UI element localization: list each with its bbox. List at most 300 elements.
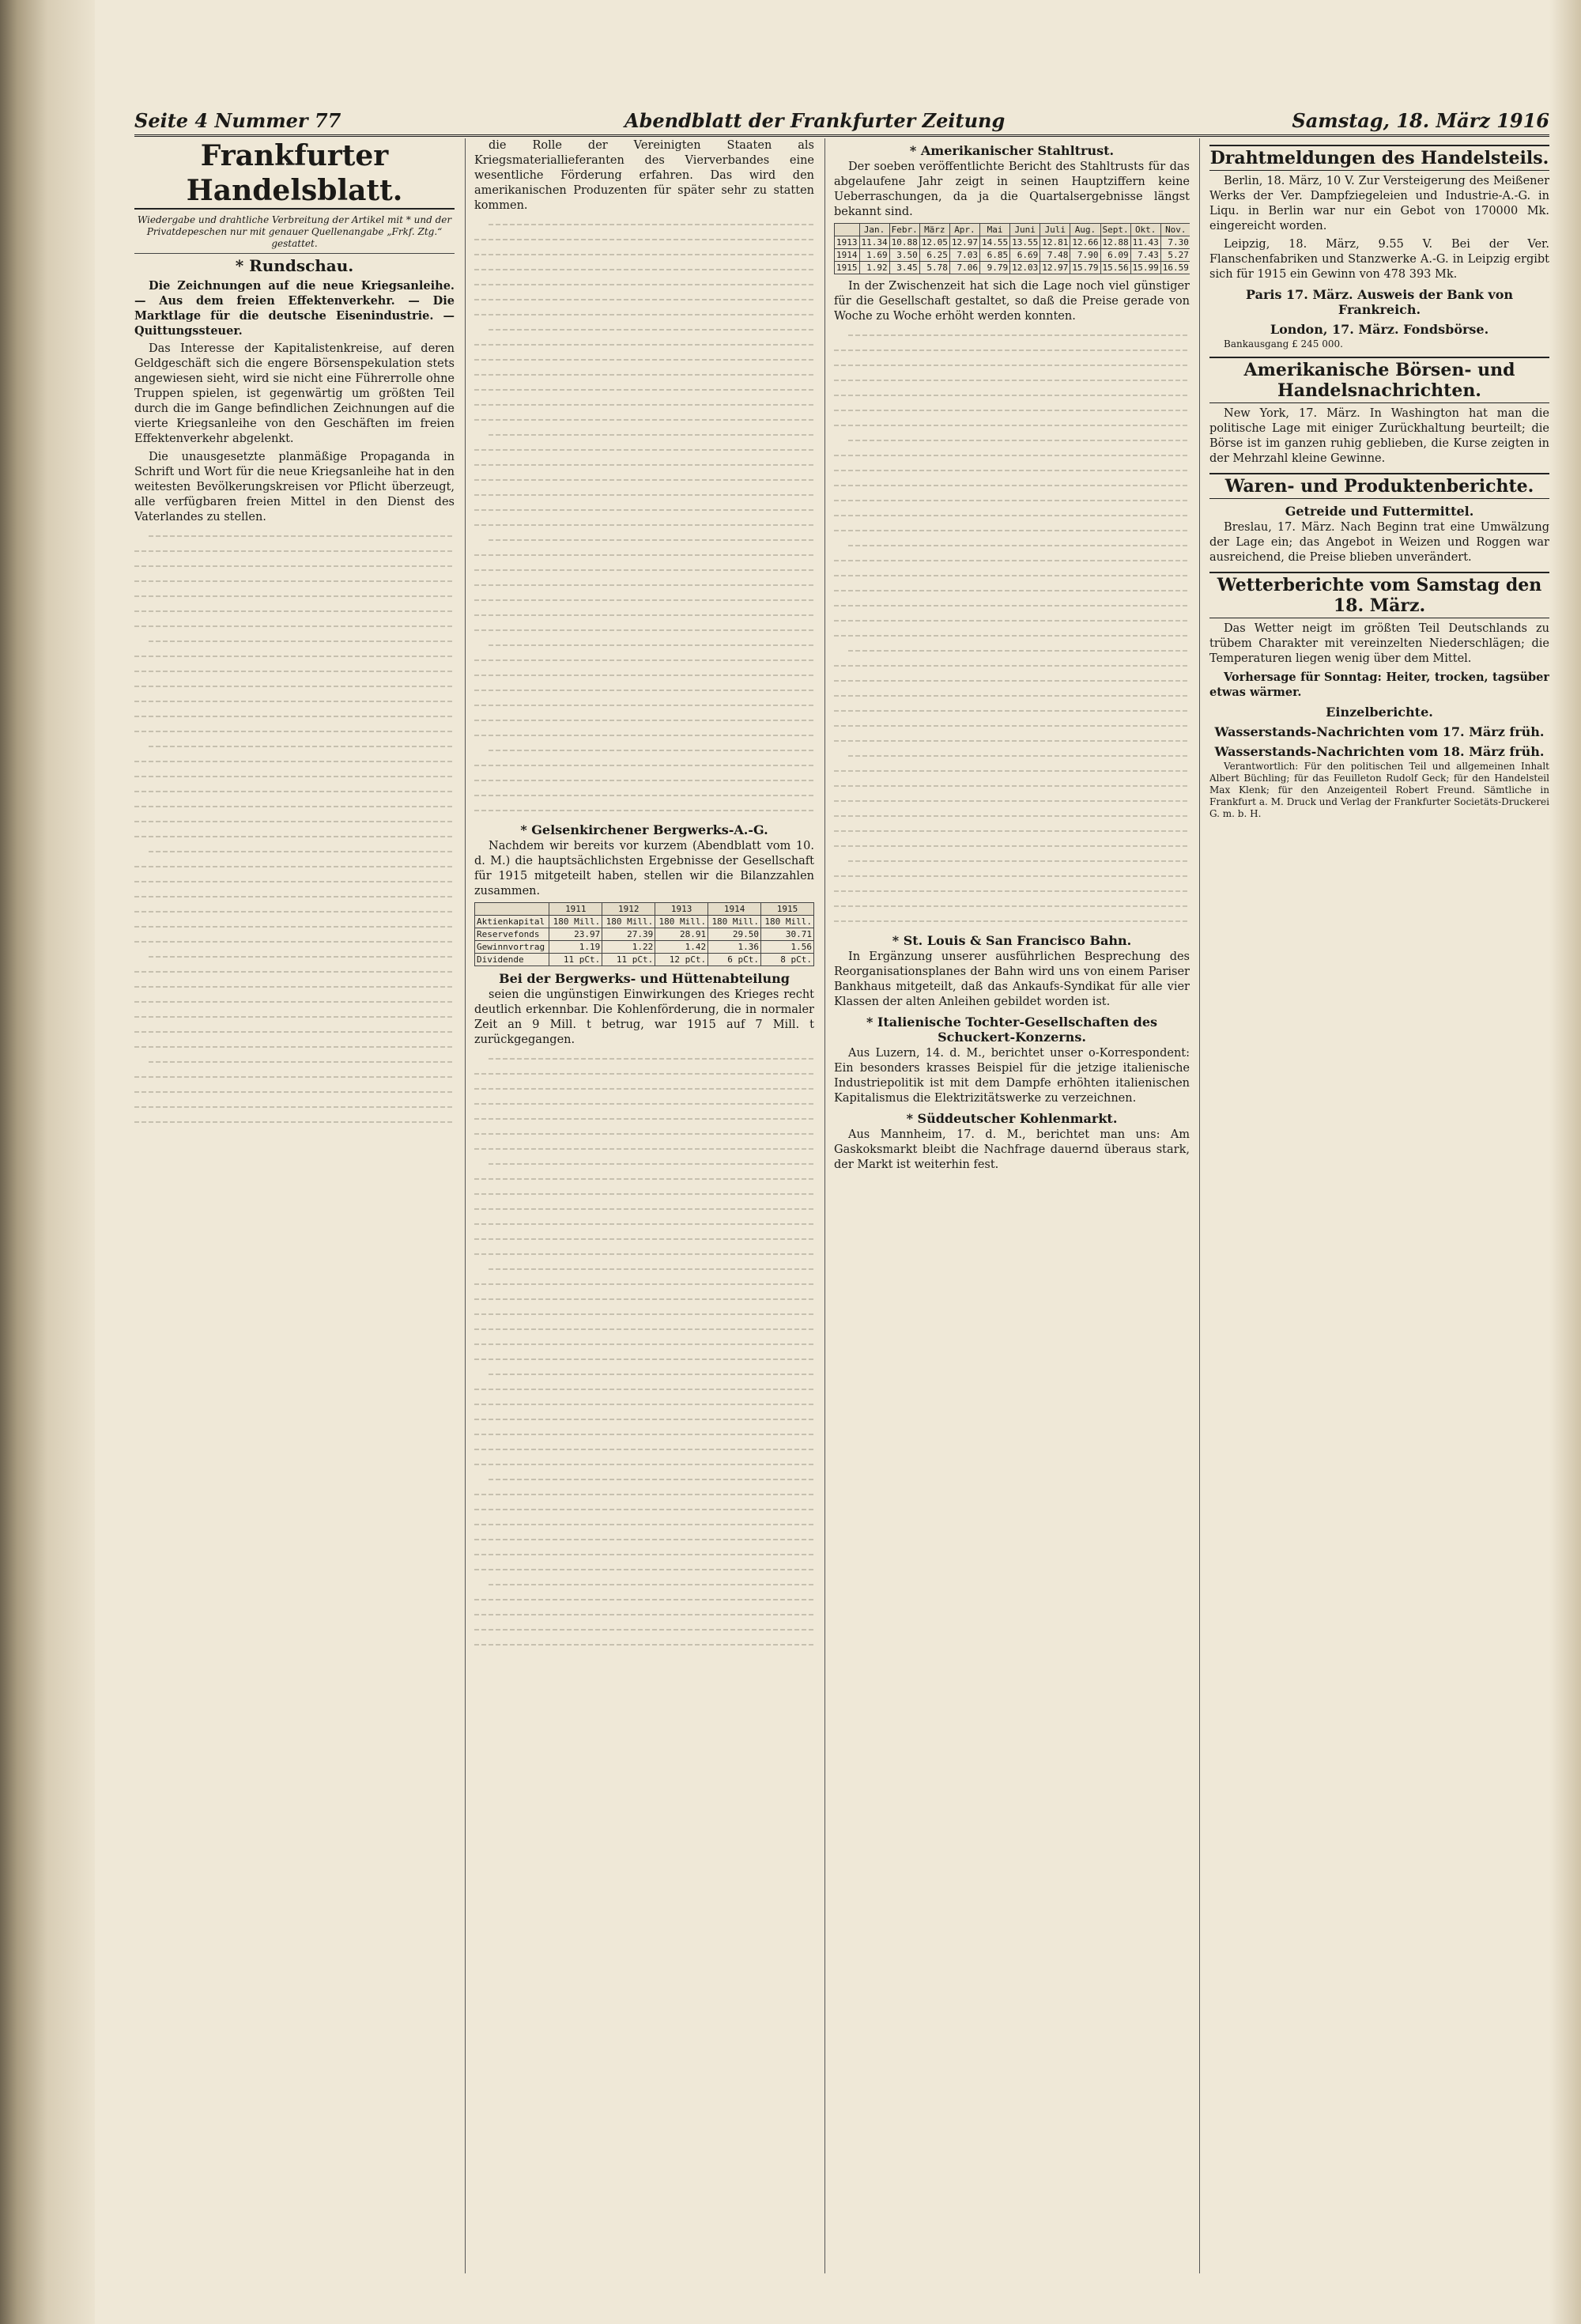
- text-line-texture: [834, 658, 1190, 673]
- text-line-texture: [134, 663, 455, 678]
- article-continuation: [134, 528, 455, 1129]
- text-line-texture: [474, 337, 814, 352]
- table-header-cell: Okt.: [1130, 224, 1160, 236]
- table-cell: 6.25: [919, 249, 949, 262]
- table-cell: 10.88: [889, 236, 919, 249]
- article-paragraph: Nachdem wir bereits vor kurzem (Abendblatt vom 10. d. M.) die hauptsächlichsten Ergebnisse der Gesellschaft für 1915 mitgeteilt haben, stellen wir die Bilanzzahlen zusammen.: [474, 840, 814, 897]
- text-line-texture: [134, 558, 455, 573]
- article-paragraph: die Rolle der Vereinigten Staaten als Kriegsmateriallieferanten des Vierverbandes eine wesentliche Förderung erfahren. Das wird den amerikanischen Produzenten für später sehr zu statten kommen.: [474, 139, 814, 212]
- table-cell: 12.97: [949, 236, 979, 249]
- text-line-texture: [149, 528, 455, 543]
- table-header-cell: Sept.: [1100, 224, 1130, 236]
- text-line-texture: [834, 718, 1190, 733]
- text-line-texture: [474, 232, 814, 247]
- table-cell: 13.55: [1010, 236, 1040, 249]
- text-line-texture: [848, 643, 1190, 658]
- table-cell: 15.56: [1100, 262, 1130, 274]
- text-line-texture: [834, 733, 1190, 748]
- table-cell: 7.48: [1040, 249, 1070, 262]
- article-paragraph: In Ergänzung unserer ausführlichen Besprechung des Reorganisationsplanes der Bahn wird uns von einem Pariser Bankhaus mitgeteilt, daß das Ankaufs-Syndikat für alle vier Klassen der alten Anleihen gebildet worden ist.: [834, 950, 1190, 1008]
- text-line-texture: [474, 682, 814, 697]
- text-line-texture: [834, 898, 1190, 913]
- table-cell: 5.27: [1160, 249, 1190, 262]
- text-line-texture: [848, 538, 1190, 553]
- text-line-texture: [474, 622, 814, 637]
- text-line-texture: [848, 327, 1190, 342]
- table-row: [835, 236, 1190, 249]
- text-line-texture: [834, 372, 1190, 387]
- table-header-cell: 1914: [708, 903, 761, 916]
- table-header-cell: Aug.: [1070, 224, 1100, 236]
- table-cell: 3.45: [889, 262, 919, 274]
- text-line-texture: [474, 412, 814, 427]
- wasserstand-heading-1: Wasserstands-Nachrichten vom 17. März früh.: [1214, 724, 1545, 739]
- article-paragraph: Das Wetter neigt im größten Teil Deutschlands zu trübem Charakter mit vereinzelten Niederschlägen; die Temperaturen liegen wenig über dem Mittel.: [1209, 622, 1549, 665]
- drahtmeldungen-heading: Drahtmeldungen des Handelsteils.: [1209, 145, 1549, 171]
- article-paragraph: Der soeben veröffentlichte Bericht des Stahltrusts für das abgelaufene Jahr zeigt in seinen Hauptziffern keine Ueberraschungen, da ja die Quartalsergebnisse längst bekannt sind.: [834, 161, 1190, 218]
- text-line-texture: [834, 673, 1190, 688]
- table-cell: 180 Mill.: [602, 916, 655, 928]
- text-line-texture: [834, 463, 1190, 478]
- text-line-texture: [474, 1427, 814, 1442]
- text-line-texture: [474, 1457, 814, 1472]
- text-line-texture: [474, 1502, 814, 1517]
- table-cell: 6.09: [1100, 249, 1130, 262]
- table-row-label: Reservefonds: [475, 928, 549, 941]
- text-line-texture: [834, 778, 1190, 793]
- text-line-texture: [134, 618, 455, 633]
- text-line-texture: [134, 889, 455, 904]
- text-line-texture: [474, 1111, 814, 1126]
- stahltrust-earnings-table: [834, 223, 1190, 274]
- text-line-texture: [834, 763, 1190, 778]
- table-cell: 180 Mill.: [761, 916, 814, 928]
- text-line-texture: [474, 472, 814, 487]
- text-line-texture: [489, 217, 814, 232]
- london-heading: London, 17. März. Fondsbörse.: [1270, 322, 1489, 337]
- text-line-texture: [474, 1276, 814, 1291]
- text-line-texture: [474, 367, 814, 382]
- text-line-texture: [474, 1336, 814, 1351]
- kohlenmarkt-heading: * Süddeutscher Kohlenmarkt.: [906, 1111, 1118, 1126]
- table-cell: 1.36: [708, 941, 761, 954]
- rundschau-lead: Die Zeichnungen auf die neue Kriegsanleihe. — Aus dem freien Effektenverkehr. — Die Marktlage für die deutsche Eisenindustrie. — Quittungssteuer.: [134, 279, 455, 338]
- text-line-texture: [474, 803, 814, 818]
- text-line-texture: [474, 1487, 814, 1502]
- text-line-texture: [474, 382, 814, 397]
- waren-heading: Waren- und Produktenberichte.: [1209, 473, 1549, 499]
- table-header-cell: Febr.: [889, 224, 919, 236]
- text-line-texture: [474, 1517, 814, 1532]
- text-line-texture: [134, 1069, 455, 1084]
- text-line-texture: [848, 853, 1190, 868]
- text-line-texture: [134, 754, 455, 769]
- article-paragraph: New York, 17. März. In Washington hat man die politische Lage mit einiger Zurückhaltung beurteilt; die Börse ist im ganzen ruhig geblieben, die Kurse zeigten in der Mehrzahl kleine Gewinne.: [1209, 407, 1549, 465]
- table-cell: 30.71: [761, 928, 814, 941]
- text-line-texture: [834, 508, 1190, 523]
- text-line-texture: [474, 247, 814, 262]
- stahltrust-heading: * Amerikanischer Stahltrust.: [909, 143, 1115, 158]
- table-header-cell: 1915: [761, 903, 814, 916]
- article-paragraph: Das Interesse der Kapitalistenkreise, auf deren Geldgeschäft sich die engere Börsenspekulation stets angewiesen sieht, wird sie nicht eine Führerrolle ohne Truppen spielen, ist gegenwärtig um größten Teil durch die im Gange befindlichen Zeichnungen auf die vierte Kriegsanleihe von den Geschäften im freien Effektenverkehr abgelenkt.: [134, 342, 455, 445]
- text-line-texture: [489, 427, 814, 442]
- text-line-texture: [474, 562, 814, 577]
- table-header-cell: 1911: [549, 903, 602, 916]
- table-row-label: Aktienkapital: [475, 916, 549, 928]
- article-paragraph: Breslau, 17. März. Nach Beginn trat eine Umwälzung der Lage ein; das Angebot in Weizen und Roggen war ausreichend, die Preise blieben unverändert.: [1209, 521, 1549, 564]
- text-line-texture: [834, 493, 1190, 508]
- table-cell: 180 Mill.: [549, 916, 602, 928]
- text-line-texture: [489, 1472, 814, 1487]
- table-row: [835, 249, 1190, 262]
- text-line-texture: [149, 1054, 455, 1069]
- page-header: [134, 109, 1549, 137]
- text-line-texture: [848, 748, 1190, 763]
- text-line-texture: [834, 583, 1190, 598]
- text-line-texture: [474, 1547, 814, 1562]
- text-line-texture: [134, 603, 455, 618]
- imprint: Verantwortlich: Für den politischen Teil und allgemeinen Inhalt Albert Büchling; für das Feuilleton Rudolf Geck; für den Handelsteil Max Klenk; für den Anzeigenteil Robert Freund. Sämtliche in Frankfurt a. M. Druck und Verlag der Frankfurter Societäts-Druckerei G. m. b. H.: [1209, 761, 1549, 819]
- table-cell: 29.50: [708, 928, 761, 941]
- column-rule: [1199, 138, 1200, 2273]
- text-line-texture: [134, 1024, 455, 1039]
- article-paragraph: Aus Luzern, 14. d. M., berichtet unser o-Korrespondent: Ein besonders krasses Beispiel für die jetzige italienische Industriepolitik ist mit dem Dampfe erhöhten italienischen Kapitalismus die Elektrizitätswerke zu verzeichnen.: [834, 1047, 1190, 1105]
- table-row-label: 1913: [835, 236, 860, 249]
- table-cell: 11 pCt.: [602, 954, 655, 966]
- table-cell: 9.79: [980, 262, 1010, 274]
- text-line-texture: [489, 1366, 814, 1381]
- text-line-texture: [474, 1141, 814, 1156]
- text-line-texture: [474, 457, 814, 472]
- text-line-texture: [134, 1084, 455, 1099]
- table-cell: 7.06: [949, 262, 979, 274]
- text-line-texture: [834, 808, 1190, 823]
- text-line-texture: [474, 262, 814, 277]
- text-line-texture: [474, 1081, 814, 1096]
- text-line-texture: [834, 523, 1190, 538]
- stlouis-heading: * St. Louis & San Francisco Bahn.: [892, 933, 1132, 948]
- text-line-texture: [134, 1114, 455, 1129]
- table-cell: 12 pCt.: [655, 954, 708, 966]
- paris-heading: Paris 17. März. Ausweis der Bank von Frankreich.: [1245, 287, 1513, 317]
- text-line-texture: [834, 342, 1190, 357]
- text-line-texture: [474, 277, 814, 292]
- table-cell: 12.81: [1040, 236, 1070, 249]
- text-line-texture: [489, 322, 814, 337]
- paper-title: Abendblatt der Frankfurter Zeitung: [624, 109, 1006, 132]
- table-row-label: 1914: [835, 249, 860, 262]
- text-line-texture: [474, 1381, 814, 1396]
- table-cell: 1.22: [602, 941, 655, 954]
- text-line-texture: [134, 543, 455, 558]
- text-line-texture: [834, 448, 1190, 463]
- table-header-cell: Jan.: [859, 224, 889, 236]
- text-line-texture: [474, 307, 814, 322]
- table-cell: 7.03: [949, 249, 979, 262]
- article-paragraph: Aus Mannheim, 17. d. M., berichtet man uns: Am Gaskoksmarkt bleibt die Nachfrage dauernd überaus stark, der Markt ist weiterhin fest.: [834, 1128, 1190, 1171]
- table-cell: 28.91: [655, 928, 708, 941]
- text-line-texture: [834, 402, 1190, 418]
- text-line-texture: [474, 1186, 814, 1201]
- article-paragraph: In der Zwischenzeit hat sich die Lage noch viel günstiger für die Gesellschaft gestaltet, so daß die Preise gerade von Woche zu Woche erhöht werden konnten.: [834, 280, 1190, 323]
- text-line-texture: [134, 904, 455, 919]
- gelsenkirchen-balance-table: [474, 902, 814, 966]
- text-line-texture: [474, 1291, 814, 1306]
- text-line-texture: [474, 1126, 814, 1141]
- huetten-heading: Bei der Bergwerks- und Hüttenabteilung: [499, 971, 790, 986]
- text-line-texture: [474, 1231, 814, 1246]
- text-line-texture: [834, 418, 1190, 433]
- text-line-texture: [474, 592, 814, 607]
- text-line-texture: [149, 633, 455, 648]
- handelsblatt-masthead: Frankfurter Handelsblatt.: [134, 138, 455, 210]
- text-line-texture: [489, 637, 814, 652]
- text-line-texture: [474, 652, 814, 667]
- column-4: [1209, 138, 1549, 2273]
- text-line-texture: [474, 352, 814, 367]
- text-line-texture: [834, 598, 1190, 613]
- table-cell: 1.69: [859, 249, 889, 262]
- text-line-texture: [474, 1096, 814, 1111]
- text-line-texture: [834, 387, 1190, 402]
- text-line-texture: [134, 799, 455, 814]
- text-line-texture: [134, 814, 455, 829]
- text-line-texture: [474, 758, 814, 773]
- text-line-texture: [134, 648, 455, 663]
- text-line-texture: [834, 793, 1190, 808]
- text-line-texture: [834, 883, 1190, 898]
- table-cell: 11.43: [1130, 236, 1160, 249]
- table-cell: 180 Mill.: [708, 916, 761, 928]
- table-cell: 12.88: [1100, 236, 1130, 249]
- page-edge: [1549, 0, 1581, 2324]
- text-line-texture: [834, 357, 1190, 372]
- article-paragraph: seien die ungünstigen Einwirkungen des Krieges recht deutlich erkennbar. Die Kohlenförderung, die in normaler Zeit an 9 Mill. t betrug, war 1915 auf 7 Mill. t zurückgegangen.: [474, 988, 814, 1046]
- text-line-texture: [474, 1411, 814, 1427]
- table-cell: 7.43: [1130, 249, 1160, 262]
- text-line-texture: [834, 823, 1190, 838]
- table-row-label: 1915: [835, 262, 860, 274]
- table-corner: [835, 224, 860, 236]
- table-cell: 11.34: [859, 236, 889, 249]
- text-line-texture: [134, 919, 455, 934]
- text-line-texture: [834, 868, 1190, 883]
- article-paragraph: Die unausgesetzte planmäßige Propaganda in Schrift und Wort für die neue Kriegsanleihe hat in den weitesten Bevölkerungskreisen vor Pflicht überzeugt, alle verfügbaren freien Mittel in den Dienst des Vaterlandes zu stellen.: [134, 451, 455, 523]
- text-line-texture: [474, 1622, 814, 1637]
- text-line-texture: [474, 442, 814, 457]
- table-header-cell: Apr.: [949, 224, 979, 236]
- table-cell: 1.19: [549, 941, 602, 954]
- wetter-vorhersage: Vorhersage für Sonntag: Heiter, trocken, tagsüber etwas wärmer.: [1209, 671, 1549, 699]
- table-cell: 8 pCt.: [761, 954, 814, 966]
- table-cell: 7.90: [1070, 249, 1100, 262]
- table-row: [475, 941, 814, 954]
- table-header-cell: Mai: [980, 224, 1010, 236]
- table-cell: 5.78: [919, 262, 949, 274]
- text-line-texture: [134, 1039, 455, 1054]
- table-cell: 12.03: [1010, 262, 1040, 274]
- text-line-texture: [474, 502, 814, 517]
- text-line-texture: [134, 1099, 455, 1114]
- table-cell: 6 pCt.: [708, 954, 761, 966]
- column-rule: [465, 138, 466, 2273]
- column-3: [834, 138, 1190, 2273]
- text-line-texture: [474, 712, 814, 727]
- table-cell: 14.55: [980, 236, 1010, 249]
- text-line-texture: [134, 934, 455, 949]
- table-cell: 16.59: [1160, 262, 1190, 274]
- table-cell: 7.30: [1160, 236, 1190, 249]
- text-line-texture: [474, 1607, 814, 1622]
- text-line-texture: [474, 1592, 814, 1607]
- text-line-texture: [474, 517, 814, 532]
- text-line-texture: [134, 964, 455, 979]
- wetter-heading: Wetterberichte vom Samstag den 18. März.: [1209, 572, 1549, 618]
- text-line-texture: [474, 1532, 814, 1547]
- book-binding: [0, 0, 95, 2324]
- article-paragraph: Berlin, 18. März, 10 V. Zur Versteigerung des Meißener Werks der Ver. Dampfziegeleien und Industrie-A.-G. in Liqu. in Berlin war nur ein Gebot von 170000 Mk. eingereicht worden.: [1209, 175, 1549, 232]
- column-rule: [824, 138, 825, 2273]
- text-line-texture: [489, 1051, 814, 1066]
- article-continuation: [474, 1051, 814, 1652]
- text-line-texture: [474, 1306, 814, 1321]
- text-line-texture: [834, 688, 1190, 703]
- london-bank-rate: Bankausgang £ 245 000.: [1224, 338, 1343, 350]
- text-line-texture: [474, 547, 814, 562]
- text-line-texture: [489, 1261, 814, 1276]
- article-continuation: [474, 217, 814, 818]
- text-line-texture: [134, 588, 455, 603]
- text-line-texture: [474, 1396, 814, 1411]
- text-line-texture: [474, 1201, 814, 1216]
- text-line-texture: [149, 949, 455, 964]
- table-cell: 1.92: [859, 262, 889, 274]
- text-line-texture: [474, 667, 814, 682]
- text-line-texture: [848, 433, 1190, 448]
- text-line-texture: [134, 829, 455, 844]
- table-header-cell: 1913: [655, 903, 708, 916]
- table-cell: 6.85: [980, 249, 1010, 262]
- text-line-texture: [834, 613, 1190, 628]
- text-line-texture: [474, 727, 814, 743]
- text-line-texture: [474, 292, 814, 307]
- text-line-texture: [149, 739, 455, 754]
- gelsenkirchen-heading: * Gelsenkirchener Bergwerks-A.-G.: [520, 822, 768, 837]
- article-paragraph: Leipzig, 18. März, 9.55 V. Bei der Ver. Flanschenfabriken und Stanzwerke A.-G. in Leipzig ergibt sich für 1915 ein Gewinn von 478 393 Mk.: [1209, 238, 1549, 281]
- text-line-texture: [474, 1066, 814, 1081]
- table-cell: 15.99: [1130, 262, 1160, 274]
- text-line-texture: [134, 724, 455, 739]
- text-line-texture: [474, 1351, 814, 1366]
- text-line-texture: [474, 697, 814, 712]
- table-cell: 12.97: [1040, 262, 1070, 274]
- table-row-label: Gewinnvortrag: [475, 941, 549, 954]
- text-line-texture: [474, 1562, 814, 1577]
- text-line-texture: [474, 1442, 814, 1457]
- text-line-texture: [134, 769, 455, 784]
- text-line-texture: [134, 693, 455, 709]
- getreide-heading: Getreide und Futtermittel.: [1285, 504, 1474, 519]
- text-line-texture: [474, 607, 814, 622]
- table-row-label: Dividende: [475, 954, 549, 966]
- table-cell: 15.79: [1070, 262, 1100, 274]
- text-line-texture: [834, 628, 1190, 643]
- column-2: [474, 138, 814, 2273]
- table-header-cell: Juli: [1040, 224, 1070, 236]
- text-line-texture: [834, 838, 1190, 853]
- table-cell: 23.97: [549, 928, 602, 941]
- article-continuation: [834, 327, 1190, 928]
- text-line-texture: [834, 568, 1190, 583]
- table-cell: 27.39: [602, 928, 655, 941]
- text-line-texture: [134, 994, 455, 1009]
- table-header-cell: Nov.: [1160, 224, 1190, 236]
- rundschau-heading: * Rundschau.: [235, 256, 354, 275]
- schuckert-heading: * Italienische Tochter-Gesellschaften des Schuckert-Konzerns.: [866, 1015, 1158, 1045]
- text-line-texture: [134, 709, 455, 724]
- text-line-texture: [134, 874, 455, 889]
- text-line-texture: [134, 859, 455, 874]
- text-line-texture: [134, 1009, 455, 1024]
- table-row: [475, 916, 814, 928]
- wasserstand-heading-2: Wasserstands-Nachrichten vom 18. März früh.: [1214, 744, 1545, 759]
- table-header-cell: Juni: [1010, 224, 1040, 236]
- text-line-texture: [834, 913, 1190, 928]
- table-corner: [475, 903, 549, 916]
- text-line-texture: [489, 532, 814, 547]
- text-line-texture: [134, 979, 455, 994]
- text-line-texture: [149, 844, 455, 859]
- table-cell: 1.42: [655, 941, 708, 954]
- table-cell: 6.69: [1010, 249, 1040, 262]
- table-row: [835, 262, 1190, 274]
- table-row: [475, 954, 814, 966]
- column-1: [134, 138, 455, 2273]
- text-line-texture: [489, 743, 814, 758]
- text-line-texture: [489, 1577, 814, 1592]
- issue-date: Samstag, 18. März 1916: [1292, 109, 1549, 132]
- table-header-cell: 1912: [602, 903, 655, 916]
- table-cell: 3.50: [889, 249, 919, 262]
- text-line-texture: [474, 577, 814, 592]
- text-line-texture: [134, 678, 455, 693]
- text-line-texture: [134, 573, 455, 588]
- table-row: [475, 928, 814, 941]
- table-cell: 11 pCt.: [549, 954, 602, 966]
- page-label: Seite 4 Nummer 77: [134, 109, 341, 132]
- table-cell: 180 Mill.: [655, 916, 708, 928]
- reprint-note: Wiedergabe und drahtliche Verbreitung der Artikel mit * und der Privatdepeschen nur mit genauer Quellenangabe „Frkf. Ztg.“ gestattet.: [134, 214, 455, 254]
- einzelberichte-heading: Einzelberichte.: [1326, 705, 1433, 720]
- table-cell: 1.56: [761, 941, 814, 954]
- text-line-texture: [474, 773, 814, 788]
- text-line-texture: [834, 553, 1190, 568]
- text-line-texture: [489, 1156, 814, 1171]
- text-line-texture: [834, 478, 1190, 493]
- text-line-texture: [474, 397, 814, 412]
- text-line-texture: [474, 1216, 814, 1231]
- text-line-texture: [834, 703, 1190, 718]
- table-cell: 12.05: [919, 236, 949, 249]
- text-line-texture: [474, 1246, 814, 1261]
- text-line-texture: [474, 1321, 814, 1336]
- text-line-texture: [134, 784, 455, 799]
- text-line-texture: [474, 788, 814, 803]
- table-header-cell: März: [919, 224, 949, 236]
- text-line-texture: [474, 487, 814, 502]
- table-cell: 12.66: [1070, 236, 1100, 249]
- text-line-texture: [474, 1171, 814, 1186]
